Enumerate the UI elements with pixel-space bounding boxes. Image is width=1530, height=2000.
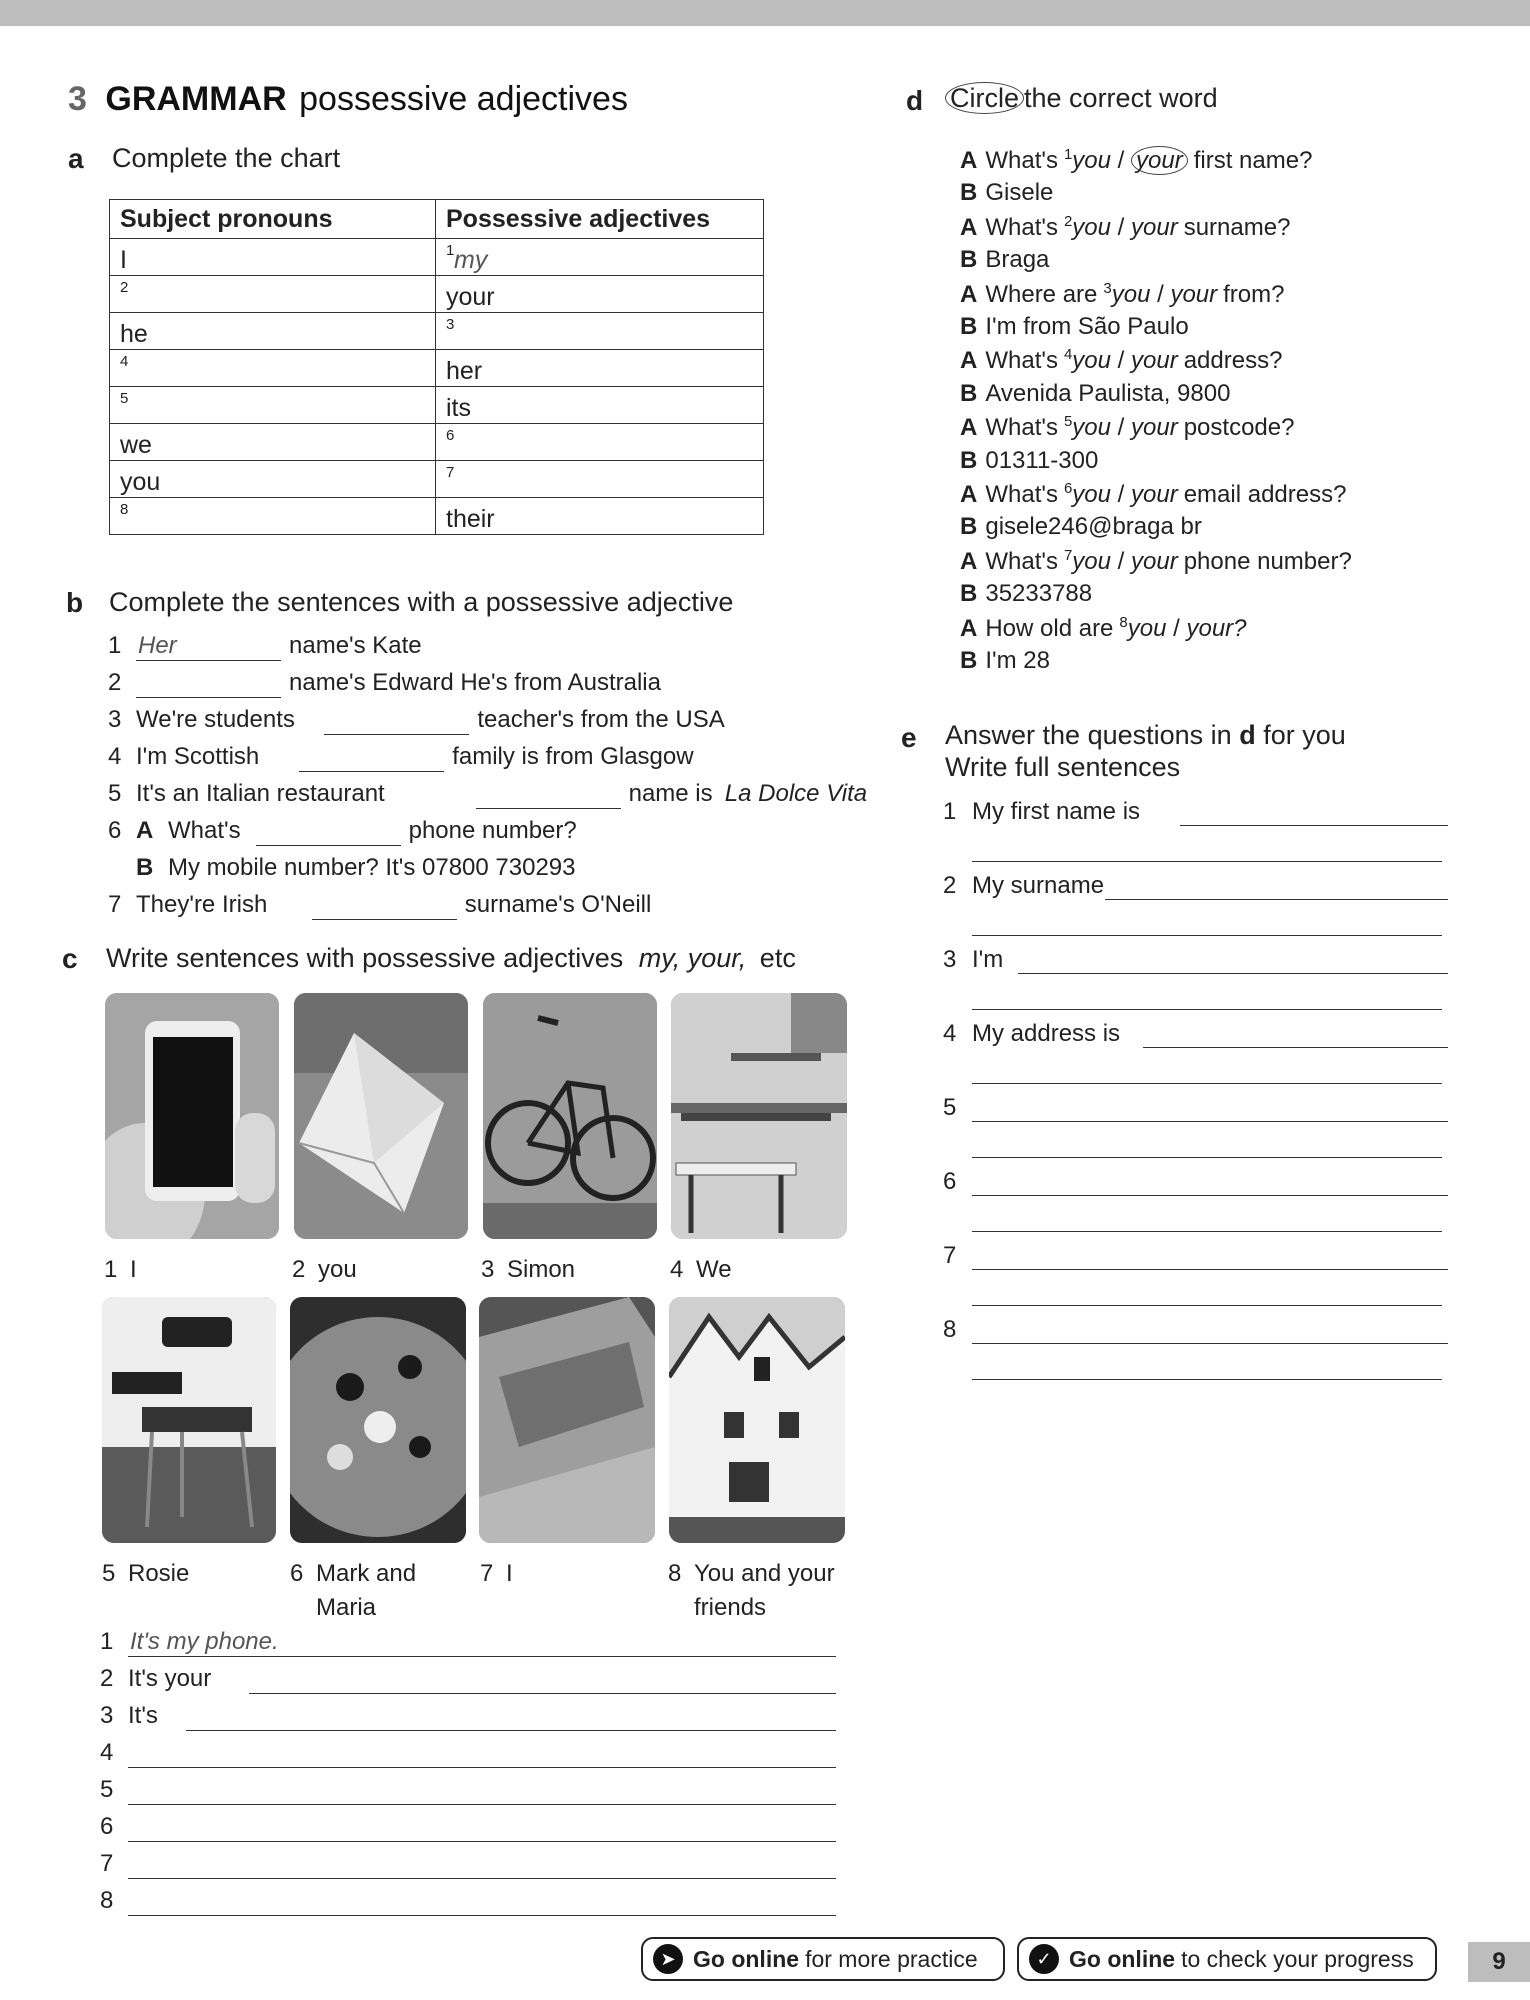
answer-line[interactable]: [128, 1841, 836, 1842]
practice-button-bold: Go online: [693, 1945, 800, 1972]
speaker-label: A: [960, 213, 978, 241]
answer-line[interactable]: [128, 1878, 836, 1879]
section-title: GRAMMAR: [105, 80, 287, 118]
part-c-answer-number: 1: [100, 1628, 114, 1655]
part-c-answer-number: 5: [100, 1776, 114, 1803]
speaker-label: B: [960, 513, 978, 541]
question-end: phone number?: [1183, 547, 1352, 575]
part-c-answer-number: 4: [100, 1739, 114, 1766]
answer-line[interactable]: [972, 1121, 1448, 1122]
photo-caption-label-2: friends: [694, 1594, 767, 1621]
option-you[interactable]: you: [1072, 213, 1111, 241]
slash: /: [1111, 213, 1132, 241]
classroom-photo-svg: [671, 993, 847, 1239]
answer-text: 01311-300: [985, 446, 1099, 474]
question-number: 3: [1103, 279, 1112, 297]
slash: /: [1111, 481, 1132, 508]
chart-cell-subject: [110, 461, 436, 498]
part-e-item-number: 1: [943, 798, 957, 825]
part-e-instruction-2: Write full sentences: [945, 752, 1181, 782]
chart-cell-possessive: [436, 387, 764, 424]
option-you[interactable]: you: [1072, 147, 1111, 174]
progress-button-text: to check your progress: [1181, 1945, 1414, 1972]
option-your[interactable]: your: [1170, 280, 1218, 308]
photo-caption-label: I: [130, 1256, 137, 1283]
top-scan-strip: [0, 0, 1530, 26]
speaker-label: B: [960, 313, 978, 340]
option-you[interactable]: you: [1072, 547, 1111, 575]
part-b-instruction: Complete the sentences with a possessive adjective: [109, 587, 734, 617]
chart-cell-number: 1: [446, 242, 455, 259]
answer-line-2[interactable]: [972, 861, 1442, 862]
chart-cell-value: he: [120, 320, 148, 348]
blank-line[interactable]: [476, 808, 621, 809]
answer-text: Gisele: [985, 179, 1054, 207]
answer-text: I'm 28: [985, 647, 1050, 674]
chair-photo-svg: [102, 1297, 276, 1543]
chart-cell-number: 5: [120, 390, 129, 407]
house-photo: [669, 1297, 845, 1543]
speaker-label: A: [960, 347, 978, 375]
part-c-answer-number: 6: [100, 1813, 114, 1840]
part-d-instruction: [945, 83, 1218, 114]
photo-caption-label: Simon: [507, 1256, 576, 1283]
dialogue-line: [960, 413, 1294, 442]
part-b-text-after: surname's O'Neill: [464, 891, 652, 918]
dialogue-line: [960, 580, 1092, 608]
part-b-text-before: They're Irish: [136, 891, 268, 918]
chart-row: [110, 498, 764, 535]
pizza-photo-svg: [290, 1297, 466, 1543]
chart-cell-value: we: [120, 431, 152, 459]
answer-text: I'm from São Paulo: [985, 313, 1189, 340]
option-you[interactable]: you: [1111, 280, 1151, 308]
speaker-label: B: [960, 580, 978, 608]
question-text: What's: [985, 347, 1058, 375]
option-your[interactable]: your: [1131, 347, 1178, 375]
part-e-instruction: [945, 720, 1346, 751]
photo-caption-label: You and your: [694, 1560, 835, 1587]
blank-line[interactable]: [299, 771, 444, 772]
part-c-instruction-text: Write sentences with possessive adjectives: [106, 943, 624, 973]
blank-line[interactable]: [136, 697, 281, 698]
chart-cell-possessive: [436, 498, 764, 535]
part-c-answer-text: It's my phone.: [130, 1628, 279, 1655]
photo-caption-number: 5: [102, 1560, 116, 1587]
page-number: 9: [1468, 1942, 1530, 1982]
answer-text: 35233788: [985, 580, 1093, 608]
answer-line[interactable]: [1180, 825, 1448, 826]
dialogue-line: [960, 480, 1346, 509]
section-number: 3: [68, 80, 87, 118]
chart-row: [110, 387, 764, 424]
dialogue-line: [960, 447, 1098, 475]
question-text: What's: [985, 414, 1058, 442]
chart-cell-value: your: [446, 283, 495, 311]
option-your[interactable]: your?: [1186, 614, 1247, 642]
chair-photo: [102, 1297, 276, 1543]
dialogue-line: [960, 146, 1312, 175]
go-online-progress-button[interactable]: [1017, 1937, 1437, 1981]
bicycle-photo-svg: [483, 993, 657, 1239]
part-d-letter: d: [906, 85, 924, 116]
option-you[interactable]: you: [1127, 614, 1167, 642]
part-e-item-number: 6: [943, 1168, 957, 1195]
chart-cell-value: you: [120, 468, 161, 496]
dialogue-line: [960, 246, 1049, 274]
part-e-item-number: 8: [943, 1316, 957, 1343]
speaker-label: A: [136, 817, 154, 844]
question-end: surname?: [1183, 213, 1291, 241]
chart-row: [110, 424, 764, 461]
question-text: What's: [985, 481, 1058, 508]
slash: /: [1111, 147, 1132, 174]
part-b-item-number: 5: [108, 780, 122, 807]
part-e-item-number: 7: [943, 1242, 957, 1269]
answer-line-2[interactable]: [972, 1083, 1442, 1084]
progress-button-bold: Go online: [1069, 1945, 1176, 1972]
dialogue-line: [960, 280, 1285, 309]
blank-line[interactable]: [256, 845, 401, 846]
photo-caption-label: Mark and: [316, 1560, 417, 1587]
chart-cell-number: 2: [120, 279, 129, 296]
answer-text: gisele246@braga br: [985, 513, 1202, 541]
part-b-letter: b: [66, 587, 84, 618]
cursor-icon: ➤: [653, 1944, 683, 1974]
slash: /: [1111, 547, 1132, 575]
answer-line[interactable]: [249, 1693, 837, 1694]
part-b-text-before: It's an Italian restaurant: [136, 780, 385, 807]
photo-caption-number: 2: [292, 1256, 306, 1283]
option-your[interactable]: your: [1131, 213, 1178, 241]
chart-header-cell: Subject pronouns: [110, 200, 436, 239]
slash: /: [1111, 347, 1132, 375]
chart-cell-subject: [110, 387, 436, 424]
chart-row: [110, 461, 764, 498]
part-a-letter: a: [68, 143, 84, 174]
part-c-answer-number: 2: [100, 1665, 114, 1692]
chart-cell-possessive: [436, 461, 764, 498]
section-subtitle: possessive adjectives: [299, 80, 628, 118]
answer-text: Braga: [985, 246, 1050, 274]
part-e-item-number: 3: [943, 946, 957, 973]
photo-caption-label: We: [696, 1256, 732, 1283]
part-b-item-number: 2: [108, 669, 122, 696]
chart-row: [110, 276, 764, 313]
part-e-instruction-bold: d: [1239, 720, 1256, 750]
photo-caption-label: Rosie: [128, 1560, 190, 1587]
photo-caption-number: 3: [481, 1256, 495, 1283]
question-end: postcode?: [1183, 414, 1295, 442]
question-number: 7: [1063, 546, 1073, 564]
question-text: Where are: [985, 280, 1098, 308]
restaurant-name: La Dolce Vita: [724, 780, 868, 807]
answer-line-2[interactable]: [972, 935, 1442, 936]
answer-line[interactable]: [972, 1269, 1448, 1270]
blank-line[interactable]: [136, 660, 281, 661]
part-b-item-number: 7: [108, 891, 122, 918]
answer-line[interactable]: [1018, 973, 1449, 974]
part-b-text-before: My mobile number? It's 07800 730293: [168, 854, 576, 881]
part-b-item-number: 1: [108, 632, 122, 659]
option-your[interactable]: your: [1131, 547, 1178, 575]
chart-cell-number: 6: [446, 427, 455, 444]
part-e-instruction-post: for you: [1263, 720, 1346, 750]
house-photo-svg: [669, 1297, 845, 1543]
part-e-item-number: 4: [943, 1020, 957, 1047]
question-text: What's: [985, 547, 1058, 575]
question-text: What's: [985, 213, 1058, 241]
speaker-label: A: [960, 614, 978, 642]
chart-cell-number: 3: [446, 316, 455, 333]
photo-caption-number: 4: [670, 1256, 684, 1283]
speaker-label: B: [136, 854, 154, 881]
speaker-label: B: [960, 446, 978, 474]
phone-photo: [105, 993, 279, 1239]
part-c-answer-text: It's: [128, 1702, 158, 1729]
blank-line[interactable]: [324, 734, 469, 735]
photo-caption-number: 1: [104, 1256, 118, 1283]
chart-cell-subject: [110, 498, 436, 535]
part-b-text-before: We're students: [136, 706, 295, 733]
part-e-item-text: My first name is: [972, 798, 1141, 825]
part-c-answer-number: 3: [100, 1702, 114, 1729]
chart-cell-number: 4: [120, 353, 129, 370]
go-online-practice-button[interactable]: [641, 1937, 1005, 1981]
book-photo-svg: [294, 993, 468, 1239]
dialogue-line: [960, 179, 1053, 207]
speaker-label: A: [960, 547, 978, 575]
part-b-text-before: What's: [168, 817, 241, 844]
option-you[interactable]: you: [1072, 347, 1111, 375]
chart-row: [110, 239, 764, 276]
photo-caption-label: you: [318, 1256, 357, 1283]
option-your[interactable]: your: [1131, 481, 1178, 508]
part-b-text-after: family is from Glasgow: [452, 743, 694, 770]
part-c-instruction-italic: my, your,: [638, 943, 747, 973]
answer-line[interactable]: [128, 1767, 836, 1768]
answer-line[interactable]: [972, 1343, 1448, 1344]
answer-line[interactable]: [186, 1730, 836, 1731]
option-you[interactable]: you: [1072, 481, 1111, 508]
photo-caption-label: I: [506, 1560, 513, 1587]
answer-line[interactable]: [972, 1195, 1448, 1196]
part-b-item-number: 6: [108, 817, 122, 844]
part-a-instruction: Complete the chart: [112, 143, 341, 173]
speaker-label: B: [960, 179, 978, 207]
blank-line[interactable]: [312, 919, 457, 920]
chart-cell-possessive: [436, 239, 764, 276]
part-e-item-number: 5: [943, 1094, 957, 1121]
answer-line[interactable]: [1105, 899, 1448, 900]
circle-word: Circle: [945, 82, 1024, 114]
laptop-photo: [479, 1297, 655, 1543]
question-end: from?: [1223, 280, 1285, 308]
chart-header-row: [110, 200, 764, 239]
slash: /: [1111, 414, 1132, 442]
speaker-label: A: [960, 481, 978, 508]
part-c-answer-text: It's your: [128, 1665, 212, 1692]
question-end: first name?: [1193, 147, 1313, 174]
chart-cell-subject: [110, 350, 436, 387]
chart-cell-value: her: [446, 357, 483, 385]
photo-caption-number: 7: [480, 1560, 494, 1587]
dialogue-line: [960, 213, 1290, 242]
book-photo: [294, 993, 468, 1239]
answer-line[interactable]: [128, 1915, 836, 1916]
part-e-item-text: My address is: [972, 1020, 1121, 1047]
chart-cell-number: 8: [120, 501, 129, 518]
chart-cell-possessive: [436, 424, 764, 461]
part-e-item-number: 2: [943, 872, 957, 899]
dialogue-line: [960, 313, 1189, 341]
part-b-text-before: I'm Scottish: [136, 743, 260, 770]
photo-caption-number: 8: [668, 1560, 682, 1587]
pronoun-chart: [109, 199, 764, 535]
chart-cell-subject: [110, 424, 436, 461]
part-b-text-after: name is: [628, 780, 713, 807]
chart-cell-subject: [110, 313, 436, 350]
part-c-letter: c: [62, 943, 78, 974]
answer-line-2[interactable]: [972, 1157, 1442, 1158]
answer-line[interactable]: [128, 1656, 836, 1657]
answer-line[interactable]: [1143, 1047, 1449, 1048]
answer-text: Avenida Paulista, 9800: [985, 379, 1231, 407]
slash: /: [1150, 280, 1171, 308]
photo-caption-label-2: Maria: [316, 1594, 377, 1621]
phone-photo-svg: [105, 993, 279, 1239]
part-e-instruction-pre: Answer the questions in: [945, 720, 1232, 750]
question-end: address?: [1183, 347, 1283, 375]
question-text: What's: [985, 147, 1058, 174]
speaker-label: A: [960, 147, 978, 174]
answer-line-2[interactable]: [972, 1231, 1442, 1232]
dialogue-line: [960, 547, 1352, 576]
part-e-item-text: I'm: [972, 946, 1004, 973]
question-end: email address?: [1183, 481, 1347, 508]
part-c-instruction-end: etc: [759, 943, 796, 973]
chart-cell-value: I: [120, 246, 127, 274]
chart-cell-value: their: [446, 505, 495, 533]
chart-header-cell: Possessive adjectives: [436, 200, 764, 239]
part-b-text-after: name's Kate: [289, 632, 422, 659]
question-number: 2: [1063, 212, 1073, 230]
part-e-letter: e: [901, 722, 917, 753]
practice-button-text: for more practice: [805, 1945, 978, 1972]
speaker-label: B: [960, 379, 978, 407]
dialogue-line: [960, 614, 1247, 643]
chart-cell-possessive: [436, 313, 764, 350]
classroom-photo: [671, 993, 847, 1239]
dialogue-line: [960, 647, 1050, 675]
part-e-item-text: My surname: [972, 872, 1105, 899]
pizza-photo: [290, 1297, 466, 1543]
question-text: How old are: [985, 614, 1114, 642]
part-b-item-number: 4: [108, 743, 122, 770]
chart-cell-possessive: [436, 350, 764, 387]
speaker-label: B: [960, 647, 978, 674]
part-b-text-after: teacher's from the USA: [477, 706, 725, 733]
chart-cell-possessive: [436, 276, 764, 313]
bicycle-photo: [483, 993, 657, 1239]
part-c-answer-number: 7: [100, 1850, 114, 1877]
checkmark-icon: ✓: [1029, 1944, 1059, 1974]
question-number: 5: [1063, 413, 1073, 431]
dialogue-line: [960, 346, 1282, 375]
slash: /: [1166, 614, 1187, 642]
laptop-photo-svg: [479, 1297, 655, 1543]
chart-row: [110, 313, 764, 350]
answer-line[interactable]: [128, 1804, 836, 1805]
chart-cell-value: my: [454, 246, 488, 274]
section-header: [68, 80, 628, 119]
option-your[interactable]: your: [1131, 146, 1188, 175]
answer-line-2[interactable]: [972, 1305, 1442, 1306]
question-number: 8: [1119, 613, 1128, 631]
question-number: 6: [1063, 480, 1073, 497]
part-c-answer-number: 8: [100, 1887, 114, 1914]
chart-cell-number: 7: [446, 464, 455, 481]
part-b-text-after: name's Edward He's from Australia: [289, 669, 661, 696]
dialogue-line: [960, 513, 1202, 541]
option-you[interactable]: you: [1072, 414, 1111, 442]
speaker-label: A: [960, 280, 978, 308]
part-d-instruction-text: the correct word: [1024, 83, 1218, 113]
chart-cell-value: its: [446, 394, 471, 422]
option-your[interactable]: your: [1131, 414, 1178, 442]
answer-line-2[interactable]: [972, 1379, 1442, 1380]
answer-line-2[interactable]: [972, 1009, 1442, 1010]
speaker-label: B: [960, 246, 978, 274]
part-b-item-number: 3: [108, 706, 122, 733]
question-number: 4: [1063, 346, 1073, 364]
speaker-label: A: [960, 414, 978, 442]
handwritten-answer: Her: [138, 632, 177, 659]
photo-caption-number: 6: [290, 1560, 304, 1587]
dialogue-line: [960, 380, 1230, 408]
part-c-instruction: [106, 943, 796, 974]
chart-cell-subject: [110, 239, 436, 276]
chart-row: [110, 350, 764, 387]
part-b-text-after: phone number?: [408, 817, 577, 844]
chart-cell-subject: [110, 276, 436, 313]
question-number: 1: [1063, 146, 1073, 163]
